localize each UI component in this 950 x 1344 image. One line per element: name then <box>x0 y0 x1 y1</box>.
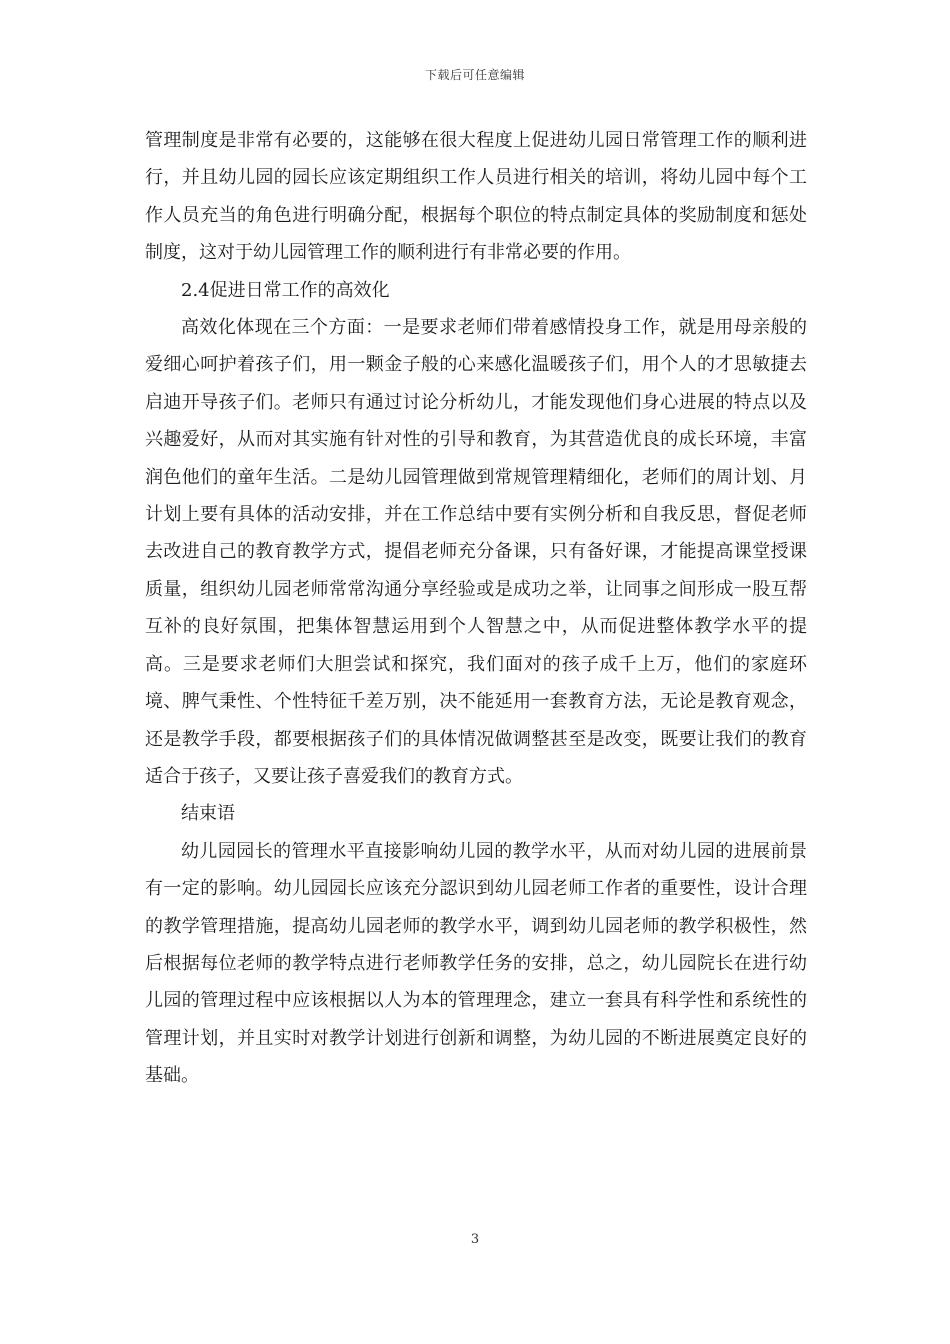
section-heading-conclusion: 结束语 <box>181 803 235 825</box>
page-header: 下载后可任意编辑 <box>424 68 525 82</box>
document-body <box>145 122 807 1095</box>
section-heading-2-4: 2.4促进日常工作的高效化 <box>181 279 390 301</box>
page-number: 3 <box>470 1232 480 1247</box>
paragraph-continuation: 管理制度是非常有必要的，这能够在很大程度上促进幼儿园日常管理工作的顺利进行，并且幼儿园的园长应该定期组织工作人员进行相关的培训，将幼儿园中每个工作人员充当的角色进行明确分配，根据每个职位的特点制定具体的奖励制度和惩处制度，这对于幼儿园管理工作的顺利进行有非常必要的作用。 <box>145 130 807 264</box>
paragraph-efficiency: 高效化体现在三个方面：一是要求老师们带着感情投身工作，就是用母亲般的爱细心呵护着孩子们，用一颗金子般的心来感化温暖孩子们，用个人的才思敏捷去启迪开导孩子们。老师只有通过讨论分析幼儿，才能发现他们身心进展的特点以及兴趣爱好，从而对其实施有针对性的引导和教育，为其营造优良的成长环境，丰富润色他们的童年生活。二是幼儿园管理做到常规管理精细化，老师们的周计划、月计划上要有具体的活动安排，并在工作总结中要有实例分析和自我反思，督促老师去改进自己的教育教学方式，提倡老师充分备课，只有备好课，才能提高课堂授课质量，组织幼儿园老师常常沟通分享经验或是成功之举，让同事之间形成一股互帮互补的良好氛围，把集体智慧运用到个人智慧之中，从而促进整体教学水平的提高。三是要求老师们大胆尝试和探究，我们面对的孩子成千上万，他们的家庭环境、脾气秉性、个性特征千差万别，决不能延用一套教育方法，无论是教育观念，还是教学手段，都要根据孩子们的具体情况做调整甚至是改变，既要让我们的教育适合于孩子，又要让孩子喜爱我们的教育方式。 <box>145 317 807 787</box>
paragraph-conclusion: 幼儿园园长的管理水平直接影响幼儿园的教学水平，从而对幼儿园的进展前景有一定的影响。幼儿园园长应该充分認识到幼儿园老师工作者的重要性，设计合理的教学管理措施，提高幼儿园老师的教学水平，调到幼儿园老师的教学积极性，然后根据每位老师的教学特点进行老师教学任务的安排，总之，幼儿园院长在进行幼儿园的管理过程中应该根据以人为本的管理理念，建立一套具有科学性和系统性的管理计划，并且实时对教学计划进行创新和调整，为幼儿园的不断进展奠定良好的基础。 <box>145 840 807 1087</box>
